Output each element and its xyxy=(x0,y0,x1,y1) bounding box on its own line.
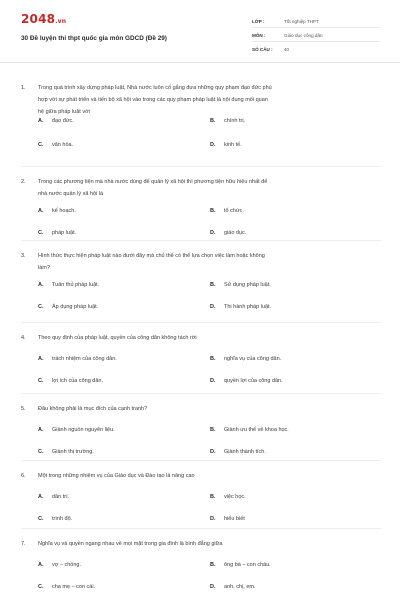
question-text xyxy=(38,538,380,550)
option-text: Giành ưu thế về khoa học. xyxy=(224,427,289,433)
header-divider xyxy=(0,62,400,63)
question-text xyxy=(38,82,380,118)
question-text xyxy=(38,250,380,274)
answer-option[interactable] xyxy=(210,282,271,288)
option-letter: C. xyxy=(38,142,44,148)
option-letter: C. xyxy=(38,378,44,384)
option-letter: A. xyxy=(38,494,44,500)
option-letter: D. xyxy=(210,142,216,148)
answer-option[interactable] xyxy=(210,449,266,455)
question-text-line: Nghĩa vụ và quyền ngang nhau về mọi mặt trong gia đình là bình đẳng giữa xyxy=(38,541,223,547)
meta-label: LỚP : xyxy=(252,18,265,24)
question-text-line: Trong các phương tiện mà nhà nước dùng để quản lý xã hội thì phương tiện hữu hiệu nhất để xyxy=(38,179,268,185)
question-text-line: Một trong những nhiệm vụ của Giáo dục và Đào tạo là nâng cao xyxy=(38,473,195,479)
option-text: kế hoạch. xyxy=(52,208,76,214)
answer-option[interactable] xyxy=(38,584,95,590)
answer-option[interactable] xyxy=(38,142,73,148)
option-letter: B. xyxy=(210,356,216,362)
site-logo[interactable] xyxy=(21,12,66,26)
answer-option[interactable] xyxy=(38,378,103,384)
answer-option[interactable] xyxy=(210,208,244,214)
option-text: lợi ích của công dân. xyxy=(52,378,103,384)
option-text: anh, chị, em. xyxy=(224,584,256,590)
option-letter: D. xyxy=(210,378,216,384)
option-text: Giành nguồn nguyên liệu. xyxy=(52,427,115,433)
option-text: vợ – chồng. xyxy=(52,562,81,568)
answer-option[interactable] xyxy=(38,494,69,500)
answer-option[interactable] xyxy=(38,118,74,124)
option-letter: B. xyxy=(210,494,216,500)
question-text xyxy=(38,403,380,415)
option-text: chính trị. xyxy=(224,118,246,124)
logo-text: 2048 xyxy=(21,12,56,26)
meta-row-subject xyxy=(252,28,323,42)
option-text: kinh tế. xyxy=(224,142,242,148)
question-text-line: Trong quá trình xây dựng pháp luật, Nhà nước luôn cố gắng đưa những quy phạm đạo đức phù xyxy=(38,85,272,91)
exam-meta xyxy=(252,14,323,56)
meta-label: SỐ CÂU : xyxy=(252,46,273,52)
question-number: 1. xyxy=(21,85,26,91)
option-text: hiểu biết xyxy=(224,516,245,522)
answer-option[interactable] xyxy=(210,118,245,124)
answer-option[interactable] xyxy=(210,304,271,310)
option-text: Giành thị trường. xyxy=(52,449,94,455)
option-letter: C. xyxy=(38,516,44,522)
option-letter: D. xyxy=(210,584,216,590)
question-text-line: Theo quy định của pháp luật, quyền của công dân không tách rời xyxy=(38,335,197,341)
question-divider xyxy=(21,322,381,323)
meta-row-class xyxy=(252,14,323,28)
option-text: pháp luật. xyxy=(52,230,77,236)
answer-option[interactable] xyxy=(210,584,256,590)
question-divider xyxy=(21,240,381,241)
question-text xyxy=(38,470,380,482)
meta-value: 40 xyxy=(284,46,290,52)
option-letter: D. xyxy=(210,449,216,455)
option-letter: B. xyxy=(210,282,216,288)
option-text: trình độ. xyxy=(52,516,73,522)
question-divider xyxy=(21,393,381,394)
answer-option[interactable] xyxy=(210,516,245,522)
option-letter: A. xyxy=(38,208,44,214)
option-text: cha mẹ – con cái. xyxy=(52,584,96,590)
question-number: 4. xyxy=(21,335,26,341)
option-letter: C. xyxy=(38,304,44,310)
answer-option[interactable] xyxy=(38,449,94,455)
option-letter: A. xyxy=(38,356,44,362)
option-text: Giành thành tích. xyxy=(224,449,266,455)
option-text: đạo đức. xyxy=(52,118,74,124)
question-number: 7. xyxy=(21,541,26,547)
question-text-line: hợp với sự phát triển và tiến bộ xã hội vào trong các quy phạm pháp luật là nội dung mối quan xyxy=(38,97,268,103)
answer-option[interactable] xyxy=(210,494,246,500)
meta-value: Giáo dục công dân xyxy=(284,32,323,38)
option-text: trách nhiệm của công dân. xyxy=(52,356,117,362)
answer-option[interactable] xyxy=(38,282,99,288)
answer-option[interactable] xyxy=(38,562,81,568)
question-number: 5. xyxy=(21,406,26,412)
answer-option[interactable] xyxy=(38,516,72,522)
question-text-line: nhà nước quản lý xã hội là xyxy=(38,191,104,197)
option-text: dân trí. xyxy=(52,494,70,500)
meta-row-question-count xyxy=(252,42,323,56)
option-letter: B. xyxy=(210,208,216,214)
option-letter: C. xyxy=(38,584,44,590)
option-letter: C. xyxy=(38,449,44,455)
answer-option[interactable] xyxy=(210,356,281,362)
answer-option[interactable] xyxy=(210,142,242,148)
option-text: Tuân thủ pháp luật. xyxy=(52,282,100,288)
option-letter: B. xyxy=(210,562,216,568)
answer-option[interactable] xyxy=(210,230,246,236)
option-text: Sử dụng pháp luật. xyxy=(224,282,271,288)
option-text: quyền lợi của công dân. xyxy=(224,378,283,384)
question-number: 2. xyxy=(21,179,26,185)
option-text: giáo dục. xyxy=(224,230,247,236)
answer-option[interactable] xyxy=(38,427,115,433)
option-letter: D. xyxy=(210,230,216,236)
question-text-line: hệ giữa pháp luật với xyxy=(38,109,90,115)
question-divider xyxy=(21,460,381,461)
meta-divider xyxy=(252,41,380,42)
answer-option[interactable] xyxy=(210,427,289,433)
logo-suffix: .vn xyxy=(55,18,67,25)
answer-option[interactable] xyxy=(38,208,76,214)
question-text-line: làm? xyxy=(38,265,50,271)
answer-option[interactable] xyxy=(210,562,271,568)
option-text: văn hóa. xyxy=(52,142,74,148)
answer-option[interactable] xyxy=(210,378,283,384)
option-text: nghĩa vụ của công dân. xyxy=(224,356,282,362)
option-letter: C. xyxy=(38,230,44,236)
option-text: tổ chức. xyxy=(224,208,244,214)
exam-header xyxy=(0,0,400,62)
option-letter: A. xyxy=(38,118,44,124)
option-letter: D. xyxy=(210,516,216,522)
option-letter: B. xyxy=(210,427,216,433)
question-divider xyxy=(21,528,381,529)
question-text-line: Hình thức thực hiện pháp luật nào dưới đây mà chủ thể có thể lựa chọn việc làm hoặc không xyxy=(38,253,265,259)
exam-title: 30 Đề luyện thi thpt quốc gia môn GDCD (Đề 29) xyxy=(21,35,167,42)
option-text: Áp dụng pháp luật. xyxy=(52,304,99,310)
meta-label: MÔN : xyxy=(252,32,266,38)
option-text: ông bà – con cháu. xyxy=(224,562,271,568)
option-letter: D. xyxy=(210,304,216,310)
option-letter: A. xyxy=(38,562,44,568)
answer-option[interactable] xyxy=(38,304,98,310)
option-letter: A. xyxy=(38,282,44,288)
question-text xyxy=(38,176,380,200)
question-number: 3. xyxy=(21,253,26,259)
question-text xyxy=(38,332,380,344)
option-letter: B. xyxy=(210,118,216,124)
answer-option[interactable] xyxy=(38,230,76,236)
answer-option[interactable] xyxy=(38,356,117,362)
meta-divider xyxy=(252,27,380,28)
option-letter: A. xyxy=(38,427,44,433)
question-number: 6. xyxy=(21,473,26,479)
option-text: Thi hành pháp luật. xyxy=(224,304,272,310)
question-divider xyxy=(21,166,381,167)
meta-value: Tốt nghiệp THPT xyxy=(284,18,319,24)
question-text-line: Đâu không phải là mục đích của cạnh tranh? xyxy=(38,406,148,412)
option-text: việc học. xyxy=(224,494,246,500)
